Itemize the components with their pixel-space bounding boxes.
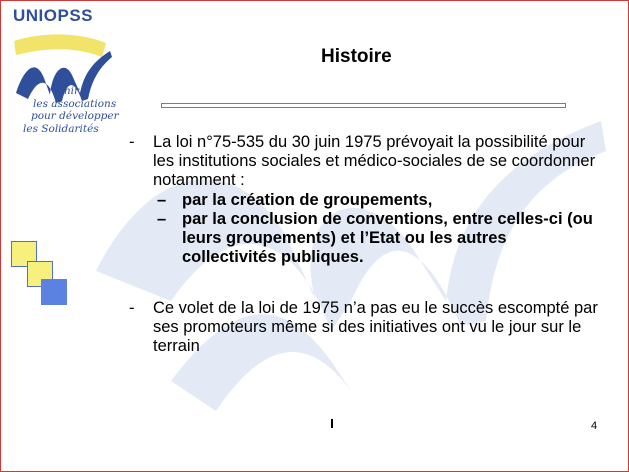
sub-bullet-text: par la création de groupements,	[182, 191, 433, 209]
sub-bullet-text: par la conclusion de conventions, entre celles-ci (ou leurs groupements) et l’Etat ou les autres collectivités publiques.	[182, 210, 593, 266]
bullet-text: La loi n°75-535 du 30 juin 1975 prévoyait la possibilité pour les institutions sociales et médico-sociales de se coordonner notamment :	[153, 133, 596, 189]
logo-tagline-line: les Solidarités	[23, 122, 99, 135]
sub-bullet-list	[129, 191, 599, 267]
bullet-marker: -	[129, 299, 135, 317]
title-underline-bar	[161, 103, 566, 108]
bullet-text: Ce volet de la loi de 1975 n’a pas eu le succès escompté par ses promoteurs même si des initiatives ont vu le jour sur le terrain	[153, 299, 598, 355]
logo-tagline	[23, 85, 123, 135]
slide-body	[129, 133, 599, 356]
logo-title: UNIOPSS	[13, 6, 94, 25]
logo-tagline-line: les associations	[33, 97, 117, 110]
sub-bullet-marker: –	[157, 191, 167, 209]
text-cursor-icon	[331, 419, 333, 428]
slide-title: Histoire	[321, 46, 392, 67]
bullet-marker: -	[129, 133, 135, 151]
sub-bullet-marker: –	[157, 210, 167, 228]
paragraph-spacer	[129, 267, 599, 299]
bullet-item	[129, 299, 599, 356]
blue-square-icon	[41, 279, 67, 305]
decorative-squares-icon	[11, 241, 71, 311]
sub-bullet-item	[157, 210, 599, 267]
sub-bullet-item	[157, 191, 599, 210]
bullet-item	[129, 133, 599, 190]
logo-tagline-line: pour développer	[31, 110, 119, 122]
page-number: 4	[591, 420, 598, 432]
logo-tagline-line: Unir	[55, 85, 79, 97]
